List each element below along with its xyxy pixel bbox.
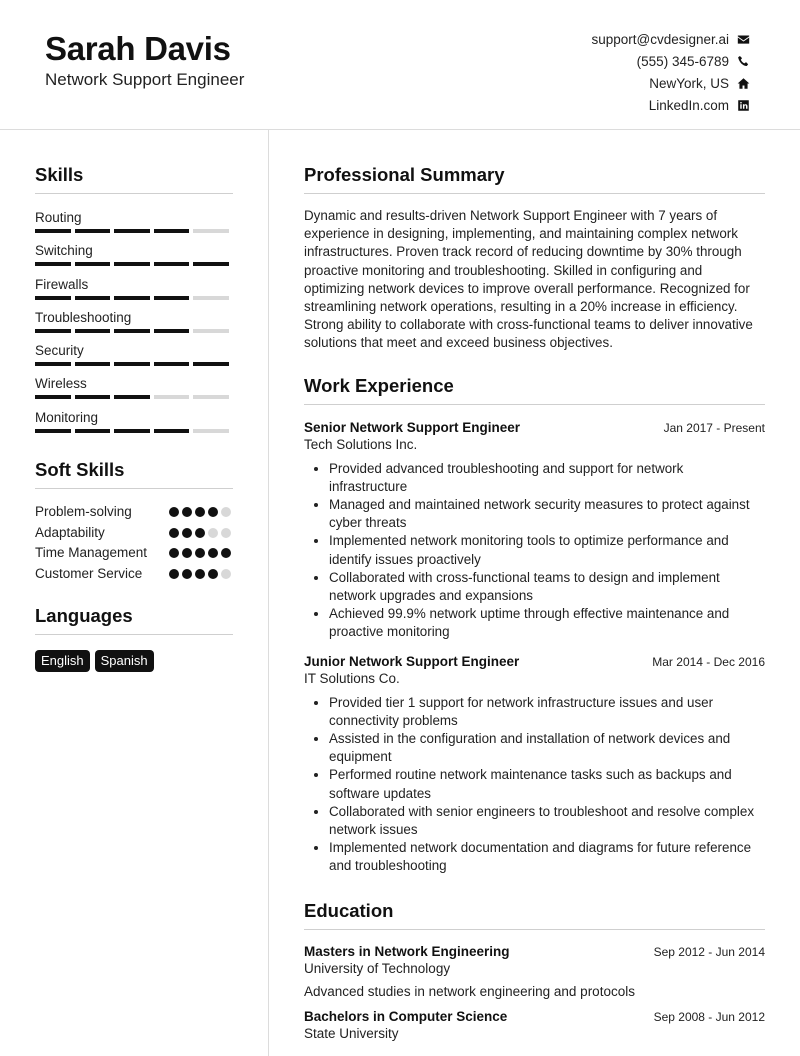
degree-title: Masters in Network Engineering (304, 943, 510, 959)
soft-skill-item (35, 503, 233, 522)
job-title: Junior Network Support Engineer (304, 653, 520, 669)
skill-name: Switching (35, 243, 93, 259)
skill-level-segment (154, 362, 190, 366)
rating-dot (182, 507, 192, 517)
skill-level-segment (193, 395, 229, 399)
rating-dot (169, 507, 179, 517)
skill-level-segment (114, 429, 150, 433)
job-entry (304, 420, 765, 642)
contact-email[interactable] (591, 28, 751, 50)
skill-level-segment (114, 262, 150, 266)
rating-dot (169, 528, 179, 538)
language-pill: English (35, 650, 90, 672)
skill-item (35, 208, 233, 241)
language-pill: Spanish (95, 650, 154, 672)
soft-skill-rating (169, 569, 231, 579)
skill-level-segment (154, 329, 190, 333)
skill-name: Firewalls (35, 276, 89, 292)
contact-email-text: support@cvdesigner.ai (591, 31, 729, 47)
soft-skill-name: Time Management (35, 545, 148, 561)
skill-level-segment (35, 329, 71, 333)
rating-dot (221, 507, 231, 517)
skill-level-segment (193, 329, 229, 333)
soft-skill-rating (169, 528, 231, 538)
skill-level-segment (193, 362, 229, 366)
rating-dot (169, 569, 179, 579)
skill-item (35, 308, 233, 341)
rating-dot (208, 528, 218, 538)
skill-level-segment (114, 395, 150, 399)
skill-level-segment (114, 329, 150, 333)
skill-level-segment (154, 395, 190, 399)
rating-dot (182, 528, 192, 538)
rating-dot (221, 569, 231, 579)
skills-list (35, 208, 233, 441)
linkedin-icon (736, 98, 751, 113)
skill-level-segment (75, 329, 111, 333)
job-bullet: • Provided tier 1 support for network infrastructure issues and user connectivity problems (329, 694, 765, 730)
job-company: Tech Solutions Inc. (304, 436, 418, 452)
job-bullet: • Collaborated with senior engineers to troubleshoot and resolve complex network issues (329, 803, 765, 839)
phone-icon (736, 54, 751, 69)
skill-level-segment (114, 362, 150, 366)
candidate-title: Network Support Engineer (45, 70, 245, 89)
skill-name: Routing (35, 210, 82, 225)
contact-linkedin-text: LinkedIn.com (648, 97, 729, 113)
languages-list (35, 650, 233, 672)
job-date: Jan 2017 - Present (663, 420, 765, 435)
skill-name: Monitoring (35, 409, 99, 425)
resume-header (0, 0, 800, 130)
job-bullet: • Collaborated with cross-functional teams to design and implement network upgrades and expansions (329, 569, 765, 605)
skill-level-bar (35, 329, 229, 333)
summary-heading: Professional Summary (304, 164, 765, 194)
skill-level-segment (154, 229, 190, 233)
job-date: Mar 2014 - Dec 2016 (652, 654, 765, 669)
skill-level-segment (35, 429, 71, 433)
skill-level-segment (35, 362, 71, 366)
rating-dot (182, 569, 192, 579)
rating-dot (195, 548, 205, 558)
school-name: University of Technology (304, 960, 451, 976)
rating-dot (208, 548, 218, 558)
rating-dot (169, 548, 179, 558)
education-date: Sep 2008 - Jun 2012 (653, 1009, 765, 1024)
job-bullet: • Performed routine network maintenance tasks such as backups and software updates (329, 766, 765, 802)
soft-skill-rating (169, 507, 231, 517)
soft-skill-item (35, 524, 233, 543)
soft-skill-rating (169, 548, 231, 558)
school-name: State University (304, 1025, 399, 1041)
envelope-icon (736, 32, 751, 47)
job-bullet: • Managed and maintained network security measures to protect against cyber threats (329, 496, 765, 532)
contact-location (591, 72, 751, 94)
skill-level-segment (35, 229, 71, 233)
job-bullet: • Assisted in the configuration and installation of network devices and equipment (329, 730, 765, 766)
education-entry (304, 1009, 765, 1041)
summary-text: Dynamic and results-driven Network Support Engineer with 7 years of experience in designing, implementing, and maintaining complex network infrastructures. Proven track record of reducing downtime by 30% through proactive monitoring and troubleshooting. Skilled in configuring and optimizing network devices to improve overall performance. Recognized for streamlining network operations, resulting in a 20% increase in efficiency. Strong ability to collaborate with cross-functional teams to deliver innovative solutions that meet and exceed business objectives. (304, 208, 753, 351)
job-bullet: • Implemented network monitoring tools to optimize performance and identify issues proactively (329, 532, 765, 568)
soft-skill-item (35, 565, 233, 584)
left-column (35, 130, 233, 672)
skill-level-segment (193, 429, 229, 433)
soft-skill-name: Problem-solving (35, 504, 132, 520)
education-entry (304, 944, 765, 999)
job-bullets (304, 460, 765, 642)
job-bullets (304, 694, 765, 876)
languages-heading: Languages (35, 605, 233, 635)
soft-skill-name: Customer Service (35, 565, 143, 581)
soft-skills-heading: Soft Skills (35, 459, 233, 489)
skill-level-segment (75, 429, 111, 433)
rating-dot (182, 548, 192, 558)
job-company: IT Solutions Co. (304, 670, 400, 686)
education-date: Sep 2012 - Jun 2014 (653, 944, 765, 959)
skill-level-segment (114, 296, 150, 300)
education-heading: Education (304, 900, 765, 930)
rating-dot (195, 528, 205, 538)
skill-level-bar (35, 395, 229, 399)
soft-skills-list (35, 503, 233, 583)
contact-location-text: NewYork, US (649, 75, 729, 91)
skill-level-segment (154, 296, 190, 300)
rating-dot (208, 569, 218, 579)
skill-level-segment (35, 395, 71, 399)
soft-skill-name: Adaptability (35, 524, 105, 540)
job-entry (304, 654, 765, 876)
skill-level-segment (114, 229, 150, 233)
skill-level-segment (193, 262, 229, 266)
skill-level-bar (35, 362, 229, 366)
skill-level-segment (35, 262, 71, 266)
contact-phone-text: (555) 345-6789 (636, 53, 729, 69)
skills-heading: Skills (35, 164, 233, 194)
skill-level-segment (75, 395, 111, 399)
experience-heading: Work Experience (304, 375, 765, 405)
skill-level-segment (193, 229, 229, 233)
job-bullet: • Achieved 99.9% network uptime through effective maintenance and proactive monitoring (329, 605, 765, 641)
column-divider (268, 130, 269, 1056)
skill-level-segment (154, 429, 190, 433)
skill-level-bar (35, 229, 229, 233)
skill-level-segment (35, 296, 71, 300)
skill-level-segment (193, 296, 229, 300)
contact-linkedin[interactable] (591, 94, 751, 116)
skill-level-segment (75, 229, 111, 233)
skill-item (35, 374, 233, 407)
contact-phone[interactable] (591, 50, 751, 72)
job-bullet: • Implemented network documentation and diagrams for future reference and troubleshooting (329, 839, 765, 875)
soft-skill-item (35, 544, 233, 563)
education-description: Advanced studies in network engineering and protocols (304, 983, 635, 999)
rating-dot (221, 528, 231, 538)
skill-level-segment (75, 362, 111, 366)
skill-item (35, 241, 233, 274)
job-title: Senior Network Support Engineer (304, 419, 521, 435)
skill-name: Security (35, 343, 84, 359)
contact-info (591, 28, 751, 116)
rating-dot (208, 507, 218, 517)
skill-level-segment (75, 262, 111, 266)
skill-level-bar (35, 429, 229, 433)
skill-level-bar (35, 296, 229, 300)
rating-dot (221, 548, 231, 558)
rating-dot (195, 569, 205, 579)
skill-level-segment (75, 296, 111, 300)
job-bullet: • Provided advanced troubleshooting and support for network infrastructure (329, 460, 765, 496)
candidate-name: Sarah Davis (45, 30, 231, 67)
right-column (304, 130, 765, 1041)
skill-name: Troubleshooting (35, 309, 132, 325)
skill-level-bar (35, 262, 229, 266)
home-icon (736, 76, 751, 91)
skill-name: Wireless (35, 376, 87, 392)
skill-item (35, 275, 233, 308)
degree-title: Bachelors in Computer Science (304, 1008, 508, 1024)
skill-item (35, 341, 233, 374)
skill-item (35, 408, 233, 441)
rating-dot (195, 507, 205, 517)
skill-level-segment (154, 262, 190, 266)
